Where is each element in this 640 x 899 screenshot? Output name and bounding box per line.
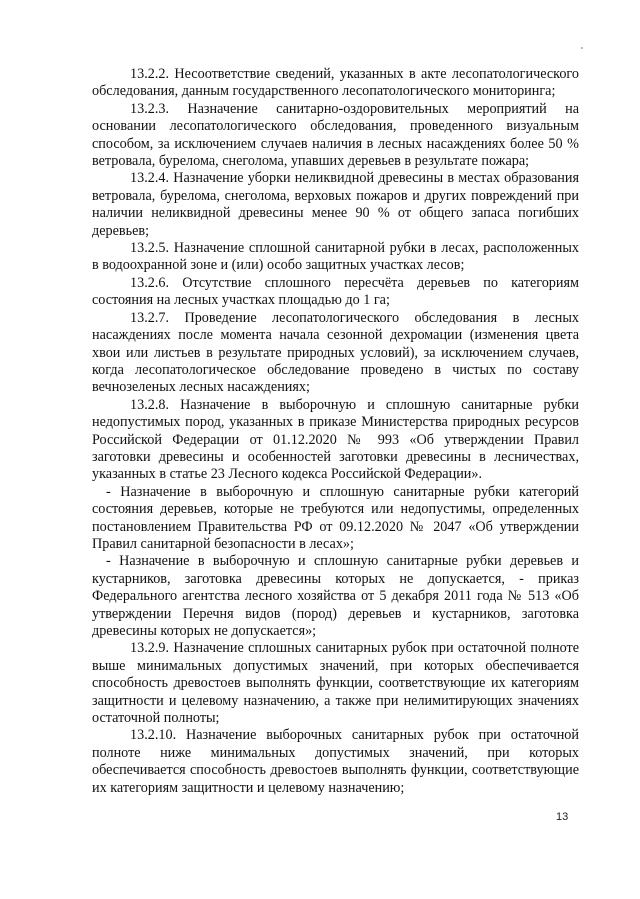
item-13-2-6: 13.2.6. Отсутствие сплошного пересчёта деревьев по категориям состояния на лесных участках площадью до 1 га; xyxy=(92,274,579,309)
item-13-2-8: 13.2.8. Назначение в выборочную и сплошную санитарные рубки недопустимых пород, указанных в приказе Министерства природных ресурсов Российской Федерации от 01.12.2020 № 993 «Об утверждении Правил заготовки древесины и особенностей заготовки древесины в лесничествах, указанных в статье 23 Лесного кодекса Российской Федерации». xyxy=(92,396,579,483)
item-13-2-8-dash-2: - Назначение в выборочную и сплошную санитарные рубки деревьев и кустарников, заготовка древесины которых не допускается, - приказ Федерального агентства лесного хозяйства от 5 декабря 2011 года № 513 «Об утверждении Перечня видов (пород) деревьев и кустарников, заготовка древесины которых не допускается»; xyxy=(92,553,579,639)
item-13-2-7: 13.2.7. Проведение лесопатологического обследования в лесных насаждениях после момента начала сезонной дехромации (изменения цвета хвои или листьев в результате природных условий), за исключением случаев, когда лесопатологическое обследование проведено в чистых по составу вечнозеленых лесных насаждениях; xyxy=(92,309,579,396)
item-13-2-5: 13.2.5. Назначение сплошной санитарной рубки в лесах, расположенных в водоохранной зоне и (или) особо защитных участках лесов; xyxy=(92,240,579,274)
item-13-2-3: 13.2.3. Назначение санитарно-оздоровительных мероприятий на основании лесопатологического обследования, проведенного визуальным способом, за исключением случаев наличия в лесных насаждениях более 50 % ветровала, бурелома, снеголома, упавших деревьев в результате пожара; xyxy=(92,100,579,170)
item-13-2-10: 13.2.10. Назначение выборочных санитарных рубок при остаточной полноте ниже минимальных допустимых значений, при которых обеспечивается способность древостоев выполнять функции, соответствующие их категориям защитности и целевому назначению; xyxy=(92,727,579,796)
item-13-2-4: 13.2.4. Назначение уборки неликвидной древесины в местах образования ветровала, бурелома, снеголома, верховых пожаров и других повреждений при наличии неликвидной древесины менее 90 % от общего запаса погибших деревьев; xyxy=(92,170,579,239)
item-13-2-8-dash-1: - Назначение в выборочную и сплошную санитарные рубки категорий состояния деревьев, которые не требуются или недопустимы, определенных постановлением Правительства РФ от 09.12.2020 № 2047 «Об утверждении Правил санитарной безопасности в лесах»; xyxy=(92,483,579,552)
scan-speck xyxy=(581,47,583,49)
document-page xyxy=(92,66,579,797)
item-13-2-2: 13.2.2. Несоответствие сведений, указанных в акте лесопатологического обследования, данным государственного лесопатологического мониторинга; xyxy=(92,66,579,100)
page-number: 13 xyxy=(556,811,569,823)
item-13-2-9: 13.2.9. Назначение сплошных санитарных рубок при остаточной полноте выше минимальных допустимых значений, при которых обеспечивается способность древостоев выполнять функции, соответствующие их категориям защитности и целевому назначению, а также при нелимитирующих значениях остаточной полноты; xyxy=(92,640,579,727)
